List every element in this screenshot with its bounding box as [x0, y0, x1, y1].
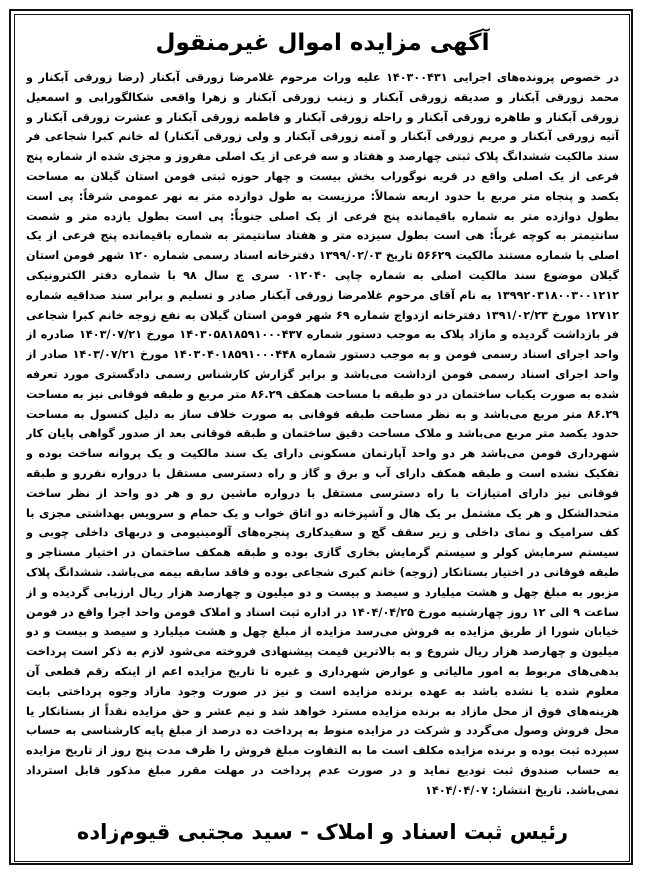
notice-body: در خصوص پرونده‌های اجرایی ۱۴۰۳۰۰۴۳۱ علیه وراث مرحوم غلامرضا زورقی آبکنار (رضا زورقی آبکنار و محمد زورقی آبکنار و صدیقه زورقی آبکنار و زینب زورقی آبکنار و زهرا واقعی شکالگورابی و اسمعیل زورقی آبکنار و طاهره زورقی آبکنار و راحله زورقی آبکنار و فاطمه زورقی آبکنار و عشرت زورقی آبکنار و آتیه زورقی آبکنار و مریم زورقی آبکنار و آمنه زورقی آبکنار و ولی زورقی آبکنار) له خانم کبرا شجاعی فر سند مالکیت ششدانگ پلاک ثبتی چهارصد و هفتاد و سه فرعی از یک اصلی مفروز و مجزی شده از شماره پنج فرعی از یک اصلی واقع در قریه نوگوراب بخش بیست و چهار حوزه ثبتی فومن استان گیلان به مساحت یکصد و پنجاه متر مربع با حدود اربعه شمالاً: مرزیست به طول دوازده متر به نهر عمومی شرقاً: پی است بطول دوازده متر به شماره باقیمانده پنج فرعی از یک اصلی جنوباً: پی است بطول یازده متر و شصت سانتیمتر به کوچه غرباً: هی است بطول سیزده متر و هفتاد سانتیمتر به شماره باقیمانده پنج فرعی از یک اصلی با شماره مستند مالکیت ۵۶۶۲۹ تاریخ ۱۳۹۹/۰۲/۰۳ دفترخانه اسناد رسمی شماره ۱۲۰ شهر فومن استان گیلان موضوع سند مالکیت اصلی به شماره چاپی ۰۱۲۰۴۰ سری ج سال ۹۸ با شماره دفتر الکترونیکی ۱۳۹۹۲۰۳۱۸۰۰۳۰۰۱۲۱۲ به نام آقای مرحوم غلامرضا زورقی آبکنار صادر و تسلیم و برابر سند صداقیه شماره ۱۲۷۱۲ مورخ ۱۳۹۱/۰۲/۲۳ دفترخانه ازدواج شماره ۶۹ شهر فومن استان گیلان به نفع زوجه خانم کبرا شجاعی فر بازداشت گردیده و مازاد پلاک به موجب دستور شماره ۱۴۰۳۰۵۸۱۸۵۹۱۰۰۰۴۳۷ مورخ ۱۴۰۳/۰۷/۲۱ صادره از واحد اجرای اسناد رسمی فومن و به موجب دستور شماره ۱۴۰۳۰۴۰۱۸۵۹۱۰۰۰۴۴۸ مورخ ۱۴۰۳/۰۷/۲۱ صادر از واحد اجرای اسناد رسمی فومن ازداشت می‌باشد و برابر گزارش کارشناس رسمی دادگستری مورد تعرفه شده به صورت یکباب ساختمان در دو طبقه با مساحت همکف ۸۶.۲۹ متر مربع و طبقه فوقانی نیز به مساحت ۸۶.۲۹ متر مربع می‌باشد و به نظر مساحت طبقه فوقانی به صورت خلاف ساز به دلیل کنسول به مساحت حدود یکصد متر مربع می‌باشد و ملاک مساحت دقیق ساختمان و طبقه فوقانی بعد از صدور گواهی پایان کار شهرداری فومن می‌باشد هر دو واحد آپارتمان مسکونی دارای یک سند مالکیت و یک پروانه ساخت بوده و تفکیک نشده است و طبقه همکف دارای آب و برق و گاز و راه دسترسی مستقل با درواره نفررو و طبقه فوقانی نیز دارای امتیازات با راه دسترسی مستقل با درواره ماشین رو و هر دو واحد از نظر ساخت متحدالشکل و هر یک مشتمل بر یک هال و آشپزخانه دو اتاق خواب و یک حمام و سرویس بهداشتی مجزی با کف سرامیک و نمای داخلی و زیر سقف گچ و سفیدکاری پنجره‌های آلومینیومی و دربهای داخلی چوبی و سیستم سرمایش کولر و سیستم گرمایش بخاری گازی بوده و طبقه همکف ساختمان در اختیار مستاجر و طبقه فوقانی در اختیار بستانکار (زوجه) خانم کبری شجاعی بوده و فاقد سابقه بیمه می‌باشد. ششدانگ پلاک مزبور به مبلغ چهل و هشت میلیارد و سیصد و بیست و دو میلیون و چهارصد هزار ریال ارزیابی گردیده و از ساعت ۹ الی ۱۲ روز چهارشنبه مورخ ۱۴۰۴/۰۴/۲۵ در اداره ثبت اسناد و املاک فومن واحد اجرا واقع در فومن خیابان شورا از طریق مزایده به فروش می‌رسد مزایده از مبلغ چهل و هشت میلیارد و سیصد و بیست و دو میلیون و چهارصد هزار ریال شروع و به بالاترین قیمت پیشنهادی فروخته می‌شود لازم به ذکر است پرداخت بدهی‌های مربوط به امور مالیاتی و عوارض شهرداری و غیره تا تاریخ مزایده اعم از اینکه رقم قطعی آن معلوم شده یا نشده باشد به عهده برنده مزایده است و نیز در صورت وجود مازاد وجوه پرداختی بابت هزینه‌های فوق از محل مازاد به برنده مزایده مسترد خواهد شد و نیم عشر و حق مزایده نقداً از بستانکار یا محل فروش وصول می‌گردد و شرکت در مزایده منوط به پرداخت ده درصد از مبلغ پایه کارشناسی به حساب سپرده ثبت بوده و برنده مزایده مکلف است ما به التفاوت مبلغ فروش را ظرف مدت پنج روز از تاریخ مزایده به حساب صندوق ثبت تودیع نماید و در صورت عدم پرداخت در مهلت مقرر مبلغ مذکور قابل استرداد نمی‌باشد. تاریخ انتشار: ۱۴۰۴/۰۴/۰۷ [26, 71, 619, 797]
notice-signature: رئیس ثبت اسناد و املاک - سید مجتبی قیوم‌زاده [76, 820, 569, 844]
notice-title: آگهی مزایده اموال غیرمنقول [155, 30, 490, 56]
